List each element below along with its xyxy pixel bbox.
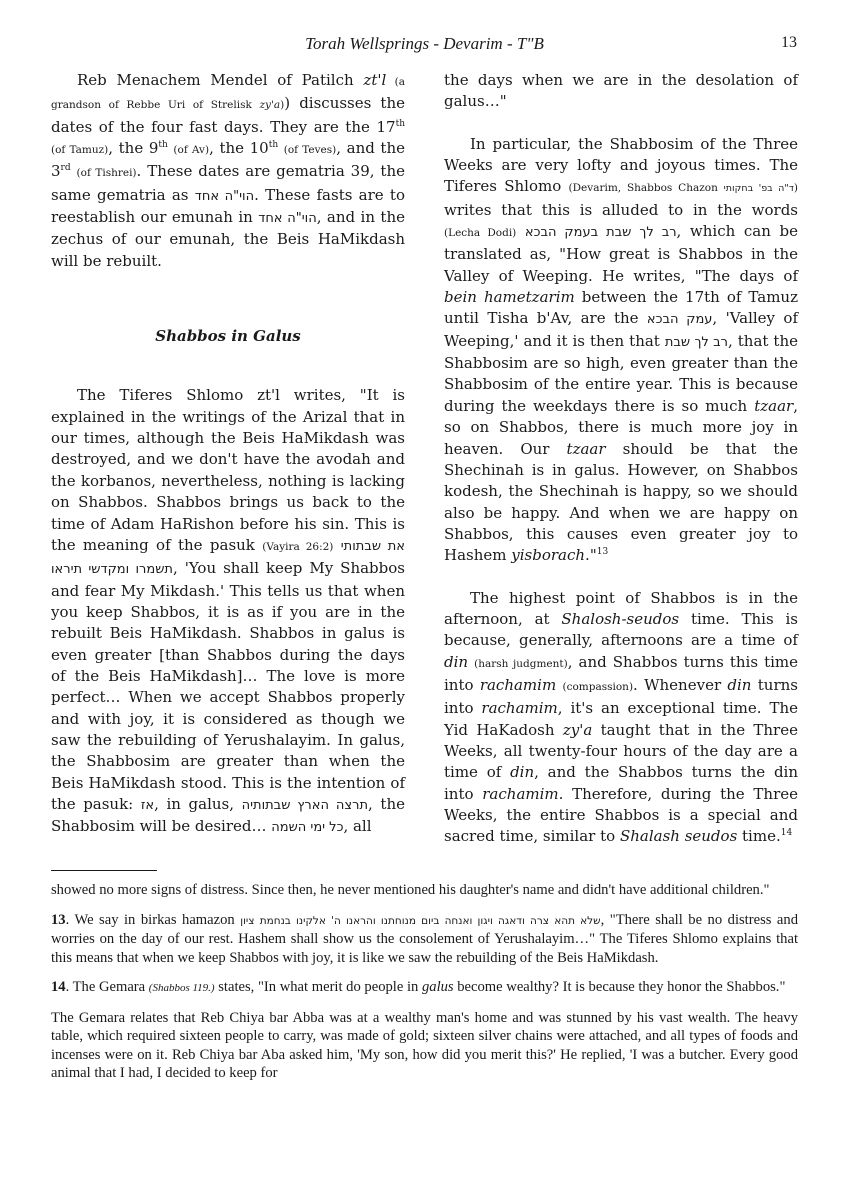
footnote-14-continued: The Gemara relates that Reb Chiya bar Abba was at a wealthy man's home and was stunned by his vast wealth. The heavy table, which required sixteen people to carry, was made of gold; sixteen silver chains were attached, and all types of foods and incenses were on it. Reb Chiya bar Aba asked him, 'My son, how did you merit this?' He replied, 'I was a butcher. Every good animal that I had, I decided to keep for <box>51 1009 798 1081</box>
paragraph-shabbos-in-galus: The Tiferes Shlomo zt'l writes, "It is explained in the writings of the Arizal that in our times, although the Beis HaMikdash was destroyed, and we don't have the avodah and the korbanos, nevertheless, nothing is lacking on Shabbos. Shabbos brings us back to the time of Adam HaRishon before his sin. This is the meaning of the pasuk (Vayira 26:2) את שבתותי תשמרו ומקדשי תיראו, 'You shall keep My Shabbos and fear My Mikdash.' This tells us that when you keep Shabbos, it is as if you are in the rebuilt Beis HaMikdash. Shabbos in galus is even greater [than Shabbos during the days of the Beis HaMikdash]… The love is more perfect… When we accept Shabbos properly and with joy, it is considered as though we saw the rebuilding of Yerushalayim. In galus, the Shabbosim are greater than when the Beis HaMikdash stood. This is the intention of the pasuk: אז, in galus, תרצה הארץ שבתותיה, the Shabbosim will be desired… כל ימי השמה, all <box>51 386 405 836</box>
paragraph-continuation: the days when we are in the desolation of galus…" <box>444 71 798 111</box>
fast-days-text: ) discusses the dates of the four fast days. They are the 17 <box>51 94 405 136</box>
right-column <box>444 70 798 869</box>
footnote-ref-13[interactable]: 13 <box>596 547 609 558</box>
left-column <box>51 70 405 860</box>
footnote-divider <box>51 870 157 871</box>
paragraph-three-weeks: In particular, the Shabbosim of the Three Weeks are very lofty and joyous times. The Tiferes Shlomo (Devarim, Shabbos Chazon ד"ה בפ' בחקותי) writes that this is alluded to in the words (Lecha Dodi) רב לך שבת בעמק הבכא, which can be translated as, "How great is Shabbos in the Valley of Weeping. He writes, "The days of bein hametzarim between the 17th of Tamuz until Tisha b'Av, are the עמק הבכא, 'Valley of Weeping,' and it is then that רב לך שבת, that the Shabbosim are so high, even greater than the Shabbosim of the entire year. This is because during the weekdays there is so much tzaar, so on Shabbos, there is much more joy in heaven. Our tzaar should be that the Shechinah is in galus. However, on Shabbos kodesh, the Shechinah is happy, so we should also be happy. And when we are happy on Shabbos, this causes even greater joy to Hashem yisborach."$^{13}$ <box>444 134 799 565</box>
section-heading: Shabbos in Galus <box>155 327 301 346</box>
paragraph-fast-days: Reb Menachem Mendel of Patilch zt'l (a grandson of Rebbe Uri of Strelisk zy'a)) discusses the dates of the four fast days. They are the 17th (of Tamuz), the 9th (of Av), the 10th (of Teves), and the 3rd (of Tishrei). These dates are gematria 39, the same gematria as הוי"ה אחד. These fasts are to reestablish our emunah in הוי"ה אחד, and in the zechus of our emunah, the Beis HaMikdash will be rebuilt. <box>51 71 406 270</box>
running-header-title: Torah Wellsprings - Devarim - T"B <box>305 34 544 53</box>
footnote-continuation: showed no more signs of distress. Since then, he never mentioned his daughter's name and didn't have additional children." <box>51 882 770 898</box>
page-number: 13 <box>781 34 797 51</box>
footnote-14: 14. The Gemara (Shabbos 119.) states, "In what merit do people in galus become wealthy? It is because they honor the Shabbos." <box>51 979 786 995</box>
paragraph-shalosh-seudos: The highest point of Shabbos is in the afternoon, at Shalosh-seudos time. This is because, generally, afternoons are a time of din (harsh judgment), and Shabbos turns this time into rachamim (compassion). Whenever din turns into rachamim, it's an exceptional time. The Yid HaKadosh zy'a taught that in the Three Weeks, all twenty-four hours of the day are a time of din, and the Shabbos turns the din into rachamim. Therefore, during the Three Weeks, the entire Shabbos is a special and sacred time, similar to Shalash seudos time.$^{14}$ <box>444 588 799 846</box>
footnote-13: 13. We say in birkas hamazon שלא תהא צרה ודאגה ויגון ואנחה ביום מנוחתנו והראנו ה' אלקינו בנחמת ציון, "There shall be no distress and worries on the day of our rest. Hashem shall show us the consolement of Yerushalayim…" The Tiferes Shlomo explains that this means that when we keep Shabbos with joy, it is like we saw the rebuilding of the Beis HaMikdash. <box>51 911 798 966</box>
footnotes-area <box>51 881 798 1094</box>
footnote-ref-14[interactable]: 14 <box>780 828 793 839</box>
